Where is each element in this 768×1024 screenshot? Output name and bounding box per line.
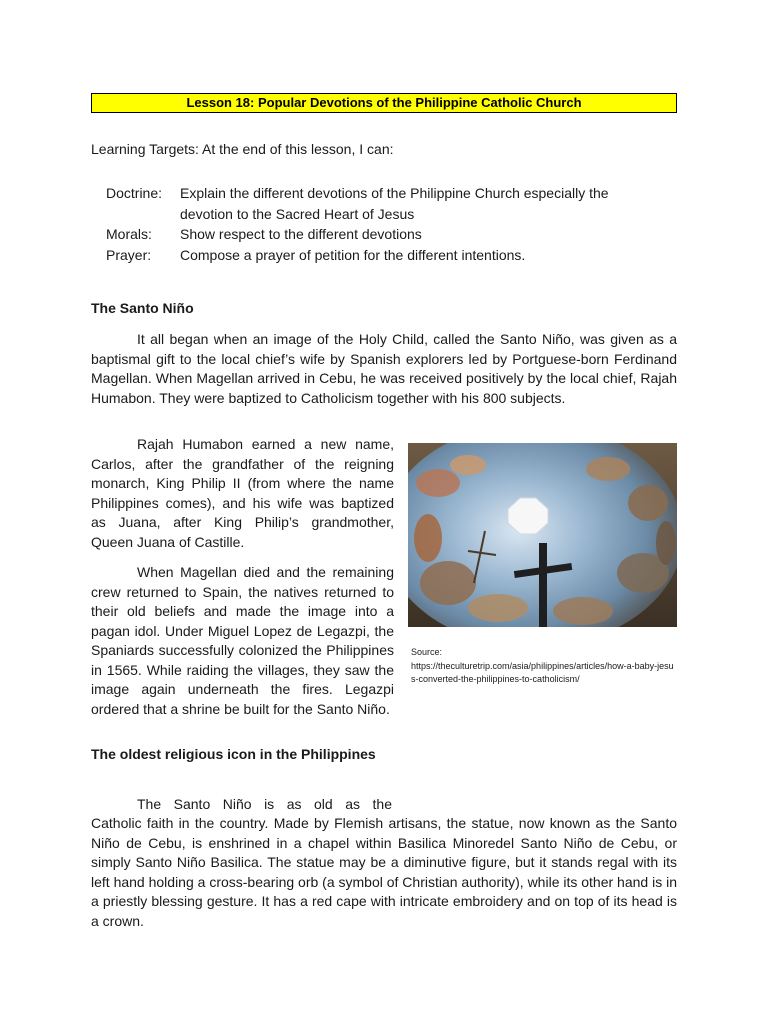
target-text: Compose a prayer of petition for the different intentions. (180, 246, 526, 263)
lesson-title: Lesson 18: Popular Devotions of the Philippine Catholic Church (91, 93, 677, 113)
paragraph: It all began when an image of the Holy Child, called the Santo Niño, was given as a baptismal gift to the local chief’s wife by Spanish explorers led by Portguese-born Ferdinand Magellan. When Magellan arrived in Cebu, he was received positively by the local chief, Rajah Humabon. They were baptized to Catholicism together with his 800 subjects. (91, 331, 677, 406)
target-label: Morals: (106, 226, 152, 242)
target-text: Explain the different devotions of the Philippine Church especially the devotion to the Sacred Heart of Jesus (180, 185, 609, 222)
target-text: Show respect to the different devotions (180, 226, 422, 242)
source-label: Source: (411, 647, 443, 657)
basilica-ceiling-photo (408, 443, 677, 627)
image-source-caption (411, 646, 677, 687)
target-row-doctrine (106, 183, 650, 224)
target-row-prayer (106, 245, 650, 266)
paragraph: Catholic faith in the country. Made by Flemish artisans, the statue, now known as the Santo Niño de Cebu, is enshrined in a chapel within Basilica Minoredel Santo Niño de Cebu, or simply Santo Niño Basilica. The statue may be a diminutive figure, but it stands regal with its left hand holding a cross-bearing orb (a symbol of Christian authority), while its other hand is in a priestly blessing gesture. It has a red cape with intricate embroidery and on top of its head is a crown. (91, 815, 677, 929)
target-label: Doctrine: (106, 185, 163, 201)
paragraph-first-line: The Santo Niño is as old as the (137, 796, 392, 812)
paragraph: When Magellan died and the remaining crew returned to Spain, the natives returned to their old beliefs and made the image into a pagan idol. Under Miguel Lopez de Legazpi, the Spaniards successfully colonized the Philippines in 1565. While raiding the villages, they saw the image again underneath the fires. Legazpi ordered that a shrine be built for the Santo Niño. (91, 564, 394, 717)
target-row-morals (106, 224, 650, 245)
section-heading-santo-nino: The Santo Niño (91, 300, 194, 316)
learning-targets-intro: Learning Targets: At the end of this lesson, I can: (91, 141, 394, 157)
target-label: Prayer: (106, 246, 152, 263)
learning-targets-list (106, 183, 650, 265)
source-url: https://theculturetrip.com/asia/philippines/articles/how-a-baby-jesus-converted-the-philippines-to-catholicism/ (411, 660, 674, 684)
section-heading-oldest-icon: The oldest religious icon in the Philippines (91, 746, 376, 762)
paragraph: Rajah Humabon earned a new name, Carlos, after the grandfather of the reigning monarch, King Philip II (from where the name Philippines comes), and his wife was baptized as Juana, after King Philip’s grandmother, Queen Juana of Castille. (91, 436, 394, 550)
